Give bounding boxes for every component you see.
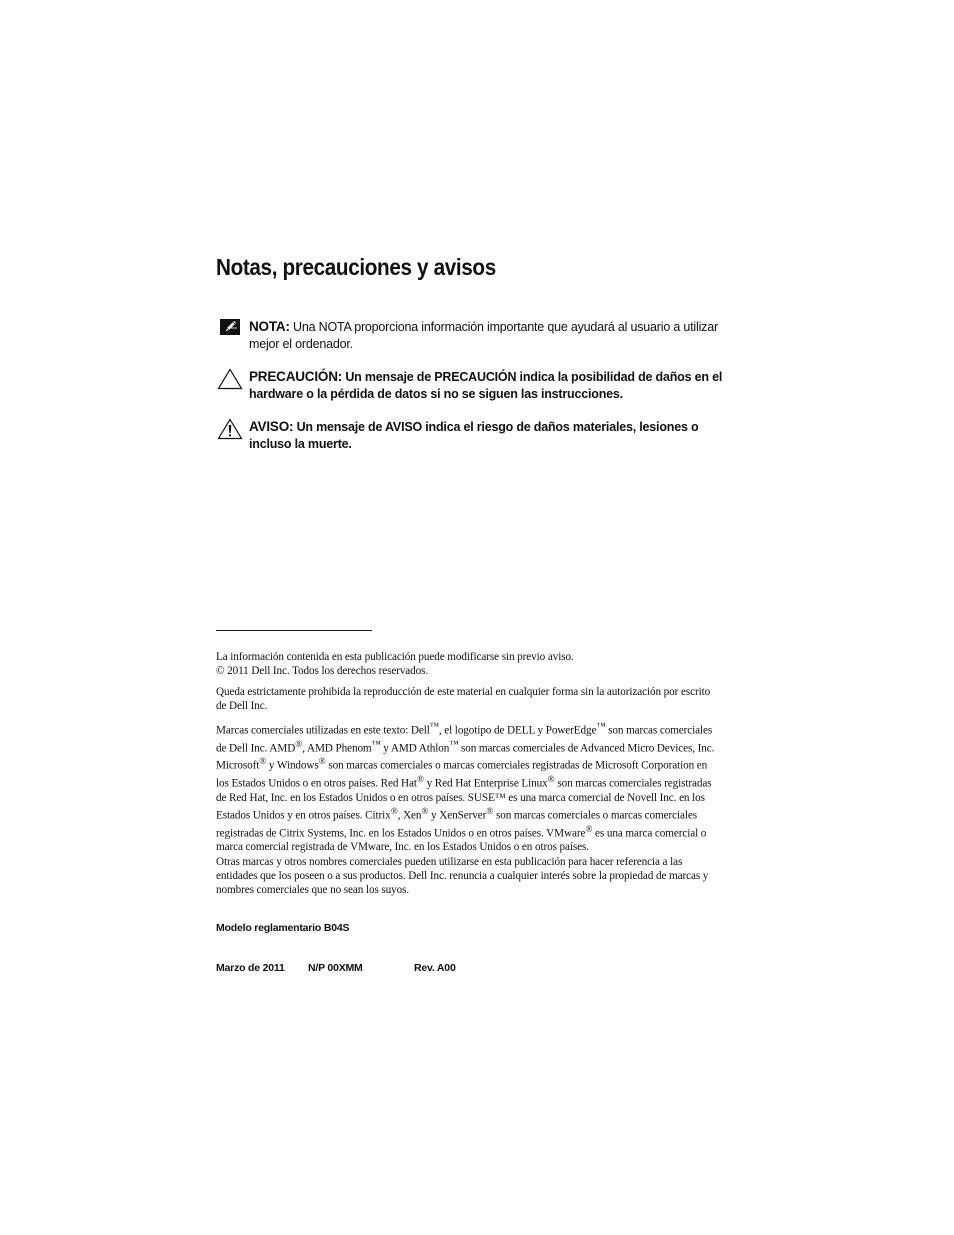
footer-date: Marzo de 2011 bbox=[216, 962, 285, 974]
tm-text: son marcas comerciales de Dell Inc. AMD bbox=[216, 724, 713, 755]
tm-mark: ™ bbox=[429, 722, 439, 732]
tm-text: y Windows bbox=[266, 760, 319, 773]
tm-text: son marcas comerciales registradas de Red Hat, Inc. en los Estados Unidos o en otros países. SUSE™ es una marca comercial de Novell Inc. en los Estados Unidos y en otros países. Citrix bbox=[216, 777, 712, 822]
warning-body: Un mensaje de AVISO indica el riesgo de daños materiales, lesiones o incluso la muerte. bbox=[249, 420, 699, 451]
warning-text bbox=[249, 418, 741, 453]
reg-mark: ® bbox=[318, 757, 326, 768]
reg-mark: ® bbox=[421, 806, 429, 817]
other-marks-notice: Otras marcas y otros nombres comerciales pueden utilizarse en esta publicación para hacer referencia a las entidades que los poseen o a sus productos. Dell Inc. renuncia a cualquier interés sobre la propiedad de marcas y nombres comerciales que no sean los suyos. bbox=[216, 856, 709, 896]
note-label: NOTA: bbox=[249, 319, 290, 334]
footer-revision: Rev. A00 bbox=[414, 962, 456, 974]
tm-text: es una marca comercial o marca comercial registrada de VMware, Inc. en los Estados Unidos o en otros países. bbox=[216, 827, 707, 854]
note-body: Una NOTA proporciona información importante que ayudará al usuario a utilizar mejor el ordenador. bbox=[249, 320, 718, 351]
reg-mark: ® bbox=[416, 775, 424, 786]
tm-text: son marcas comerciales o marcas comerciales registradas de Citrix Systems, Inc. en los Estados Unidos o en otros países. VMware bbox=[216, 809, 697, 840]
info-line: La información contenida en esta publicación puede modificarse sin previo aviso. bbox=[216, 651, 574, 663]
section-divider bbox=[216, 630, 372, 631]
caution-triangle-icon bbox=[216, 368, 244, 390]
reproduction-notice: Queda estrictamente prohibida la reproducción de este material en cualquier forma sin la autorización por escrito de Dell Inc. bbox=[216, 686, 711, 712]
reg-mark: ® bbox=[486, 806, 494, 817]
warning-exclamation-icon bbox=[216, 418, 244, 440]
reg-mark: ® bbox=[295, 739, 303, 750]
tm-text: son marcas comerciales o marcas comerciales registradas de Microsoft Corporation en los Estados Unidos o en otros países. Red Hat bbox=[216, 760, 708, 790]
tm-text: , AMD Phenom bbox=[302, 742, 372, 755]
page-title: Notas, precauciones y avisos bbox=[216, 254, 496, 280]
tm-mark: ™ bbox=[371, 739, 381, 750]
tm-text: , el logotipo de DELL y PowerEdge bbox=[438, 724, 597, 737]
regulatory-model: Modelo reglamentario B04S bbox=[216, 922, 350, 934]
tm-text: Marcas comerciales utilizadas en este texto: Dell bbox=[216, 724, 430, 737]
tm-text: y XenServer bbox=[428, 809, 487, 822]
note-pencil-icon bbox=[216, 318, 244, 340]
reg-mark: ® bbox=[259, 757, 267, 768]
trademarks-paragraph bbox=[216, 720, 716, 854]
caution-text bbox=[249, 368, 741, 403]
caution-label: PRECAUCIÓN: bbox=[249, 369, 343, 384]
tm-text: son marcas comerciales de Advanced Micro Devices, Inc. Microsoft bbox=[216, 742, 715, 773]
note-text bbox=[249, 318, 741, 353]
reg-mark: ® bbox=[390, 806, 398, 817]
warning-label: AVISO: bbox=[249, 419, 294, 434]
tm-text: y AMD Athlon bbox=[380, 742, 450, 755]
tm-mark: ™ bbox=[449, 739, 459, 750]
reg-mark: ® bbox=[585, 824, 593, 835]
tm-text: y Red Hat Enterprise Linux bbox=[423, 777, 548, 790]
tm-text: , Xen bbox=[397, 809, 422, 822]
copyright-line: © 2011 Dell Inc. Todos los derechos reservados. bbox=[216, 665, 429, 677]
caution-body: Un mensaje de PRECAUCIÓN indica la posibilidad de daños en el hardware o la pérdida de datos si no se siguen las instrucciones. bbox=[249, 370, 723, 401]
footer-part-number: N/P 00XMM bbox=[308, 962, 363, 974]
tm-mark: ™ bbox=[596, 722, 606, 732]
reg-mark: ® bbox=[547, 775, 555, 786]
legal-info bbox=[216, 650, 716, 678]
